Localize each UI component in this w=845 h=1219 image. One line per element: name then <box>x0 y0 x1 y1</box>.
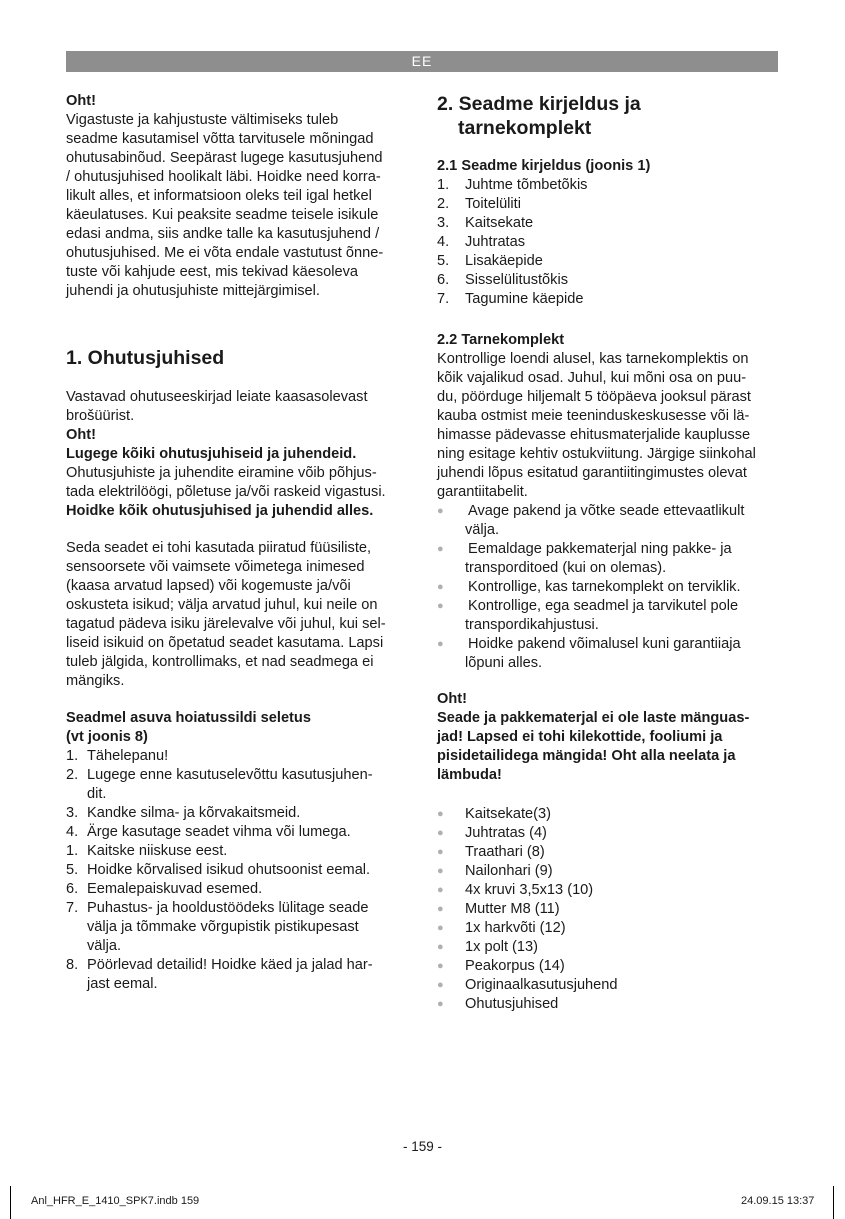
bullet-icon: ● <box>437 960 444 972</box>
list-item: ● Peakorpus (14) <box>437 958 565 974</box>
warning-bold-line: Hoidke kõik ohutusjuhised ja juhendid alles. <box>66 503 374 519</box>
warning-sign-list <box>66 747 414 994</box>
bullet-icon: ● <box>437 979 444 991</box>
list-item: 2. Toitelüliti <box>437 196 521 212</box>
parts-list <box>437 176 782 309</box>
language-header-bar: EE <box>66 51 778 72</box>
subsection-2-1-heading: 2.1 Seadme kirjeldus (joonis 1) <box>437 158 651 174</box>
section-1-intro: Vastavad ohutuseeskirjad leiate kaasasolevast brošüürist. <box>66 389 368 424</box>
persons-restriction-text: Seda seadet ei tohi kasutada piiratud füüsiliste, sensoorsete või vaimsete võimetega inimesed (kaasa arvatud lapsed) või kogemuste ja/või oskusteta isikud; välja arvatud juhul, kui neile on tagatud pädeva isiku järelevalve või juhul, kui sel- liseid isikuid on õpetatud seadet kasutama. Lapsi tuleb jälgida, kontrollimaks, et nad seadmega ei mängiks. <box>66 540 386 689</box>
section-1-heading: 1. Ohutusjuhised <box>66 347 225 369</box>
list-item: ● 1x polt (13) <box>437 939 539 955</box>
list-item: ● Kontrollige, ega seadmel ja tarvikutel pole transpordikahjustusi. <box>437 598 739 633</box>
bullet-icon: ● <box>437 846 444 858</box>
bullet-icon: ● <box>437 884 444 896</box>
list-item: ● Hoidke pakend võimalusel kuni garantiiaja lõpuni alles. <box>437 636 741 671</box>
list-item: 2. Lugege enne kasutuselevõttu kasutusjuhen- dit. <box>66 767 373 802</box>
bullet-icon: ● <box>437 543 444 555</box>
list-item: ● Originaalkasutusjuhend <box>437 977 618 993</box>
list-item: 1. Tähelepanu! <box>66 748 169 764</box>
bullet-icon: ● <box>437 903 444 915</box>
package-contents-list <box>437 805 782 1014</box>
list-item: 7. Tagumine käepide <box>437 291 584 307</box>
bullet-icon: ● <box>437 505 444 517</box>
list-item: ● Nailonhari (9) <box>437 863 553 879</box>
print-file-label: Anl_HFR_E_1410_SPK7.indb 159 <box>31 1195 200 1207</box>
list-item: 3. Kandke silma- ja kõrvakaitsmeid. <box>66 805 301 821</box>
list-item: ● Mutter M8 (11) <box>437 901 560 917</box>
list-item: 1. Kaitske niiskuse eest. <box>66 843 228 859</box>
print-timestamp: 24.09.15 13:37 <box>741 1195 815 1207</box>
list-item: 1. Juhtme tõmbetõkis <box>437 177 588 193</box>
subsection-2-2-heading: 2.2 Tarnekomplekt <box>437 332 565 348</box>
bullet-icon: ● <box>437 808 444 820</box>
warning-title: Oht! <box>437 691 467 707</box>
list-item: ● Kaitsekate(3) <box>437 806 551 822</box>
warning-sign-heading: Seadmel asuva hoiatussildi seletus (vt joonis 8) <box>66 710 311 745</box>
bullet-icon: ● <box>437 638 444 650</box>
page-number: - 159 - <box>402 1139 443 1154</box>
list-item: ● Kontrollige, kas tarnekomplekt on terviklik. <box>437 579 741 595</box>
warning-bold-line: Lugege kõiki ohutusjuhiseid ja juhendeid. <box>66 446 357 462</box>
list-item: 6. Sisselülitustõkis <box>437 272 569 288</box>
children-warning-text: Seade ja pakkematerjal ei ole laste mänguas- jad! Lapsed ei tohi kilekottide, fooliumi ja pisidetailidega mängida! Oht alla neelata ja lämbuda! <box>437 710 750 783</box>
list-item: ● Ohutusjuhised <box>437 996 559 1012</box>
list-item: 7. Puhastus- ja hooldustöödeks lülitage seade välja ja tõmmake võrgupistik pistikupesast välja. <box>66 900 369 954</box>
list-item: ● Traathari (8) <box>437 844 545 860</box>
list-item: 4. Juhtratas <box>437 234 526 250</box>
list-item: ● Eemaldage pakkematerjal ning pakke- ja transporditoed (kui on olemas). <box>437 541 732 576</box>
bullet-icon: ● <box>437 998 444 1010</box>
list-item: 8. Pöörlevad detailid! Hoidke käed ja jalad har- jast eemal. <box>66 957 373 992</box>
crop-mark-left <box>10 1186 11 1219</box>
list-item: ● 4x kruvi 3,5x13 (10) <box>437 882 594 898</box>
left-column: Oht! Vigastuste ja kahjustuste vältimiseks tuleb seadme kasutamisel võtta tarvitusele mõningad ohutusabinõud. Seepärast lugege kasutusjuhend / ohutusjuhised hoolikalt läbi. Hoidke need korra- likult alles, et informatsioon oleks teil igal hetkel käeulatuses. Kui peaksite seadme teisele isikule edasi andma, siis andke talle ka kasutusjuhend / ohutusjuhised. Me ei võta endale vastutust õnne- tuste või kahjude eest, mis tekivad käesoleva juhendi ja ohutusjuhiste mittejärgimisel. 1. Ohutusjuhised Vastavad ohutuseeskirjad leiate kaasasolevast brošüürist. Oht! Lugege kõiki ohutusjuhiseid ja juhendeid. Ohutusjuhiste ja juhendite eiramine võib põhjus- tada elektrilöögi, põletuse ja/või raskeid vigastusi. Hoidke kõik ohutusjuhised ja juhendid alles. Seda seadet ei tohi kasutada piiratud füüsiliste, sensoorsete või vaimsete võimetega inimesed (kaasa arvatud lapsed) või kogemuste ja/või oskusteta isikud; välja arvatud juhul, kui neile on tagatud pädeva isiku järelevalve või juhul, kui sel- liseid isikuid on õpetatud seadet kasutama. Lapsi tuleb jälgida, kontrollimaks, et nad seadmega ei mängiks. Seadmel asuva hoiatussildi seletus (vt joonis 8) 1. Tähelepanu! 2. Lugege enne kasutuselevõttu kasutusjuhen- dit. 3. Kandke silma- ja kõrvakaitsmeid. 4. Ärge kasutage seadet vihma või lumega. 1. Kaitske niiskuse eest. 5. Hoidke kõrvalised isikud ohutsoonist eemal. 6. Eemalepaiskuvad esemed. 7. Puhastus- ja hooldustöödeks lülitage seade välja ja tõmmake võrgupistik pistikupesast välja. 8. Pöörlevad detailid! Hoidke käed ja jalad har- jast eemal. <box>66 92 414 994</box>
warning-title: Oht! <box>66 93 96 109</box>
bullet-icon: ● <box>437 827 444 839</box>
delivery-text: Kontrollige loendi alusel, kas tarnekomplektis on kõik vajalikud osad. Juhul, kui mõni osa on puu- du, pöörduge hiljemalt 5 tööpäeva jooksul pärast kauba ostmist meie teeninduskeskusesse või lä- himasse pädevasse ehitusmaterjalide kauplusse ning esitage kehtiv ostukviitung. Järgige siinkohal juhendi lõpus esitatud garantiitingimustes olevat garantiitabelit. <box>437 351 756 500</box>
bullet-icon: ● <box>437 941 444 953</box>
right-column <box>437 92 782 1014</box>
bullet-icon: ● <box>437 865 444 877</box>
section-2-heading: 2. Seadme kirjeldus ja tarnekomplekt <box>437 93 641 139</box>
warning-text: Vigastuste ja kahjustuste vältimiseks tuleb seadme kasutamisel võtta tarvitusele mõningad ohutusabinõud. Seepärast lugege kasutusjuhend / ohutusjuhised hoolikalt läbi. Hoidke need korra- likult alles, et informatsioon oleks teil igal hetkel käeulatuses. Kui peaksite seadme teisele isikule edasi andma, siis andke talle ka kasutusjuhend / ohutusjuhised. Me ei võta endale vastutust õnne- tuste või kahjude eest, mis tekivad käesoleva juhendi ja ohutusjuhiste mittejärgimisel. <box>66 112 384 299</box>
bullet-icon: ● <box>437 600 444 612</box>
list-item: 5. Lisakäepide <box>437 253 543 269</box>
crop-mark-right <box>833 1186 834 1219</box>
list-item: 4. Ärge kasutage seadet vihma või lumega. <box>66 824 351 840</box>
list-item: 5. Hoidke kõrvalised isikud ohutsoonist eemal. <box>66 862 371 878</box>
list-item: 6. Eemalepaiskuvad esemed. <box>66 881 263 897</box>
unpacking-steps-list <box>437 502 782 673</box>
list-item: ● Juhtratas (4) <box>437 825 547 841</box>
warning-title: Oht! <box>66 427 96 443</box>
bullet-icon: ● <box>437 922 444 934</box>
bullet-icon: ● <box>437 581 444 593</box>
list-item: 3. Kaitsekate <box>437 215 534 231</box>
list-item: ● 1x harkvõti (12) <box>437 920 566 936</box>
list-item: ● Avage pakend ja võtke seade ettevaatlikult välja. <box>437 503 745 538</box>
